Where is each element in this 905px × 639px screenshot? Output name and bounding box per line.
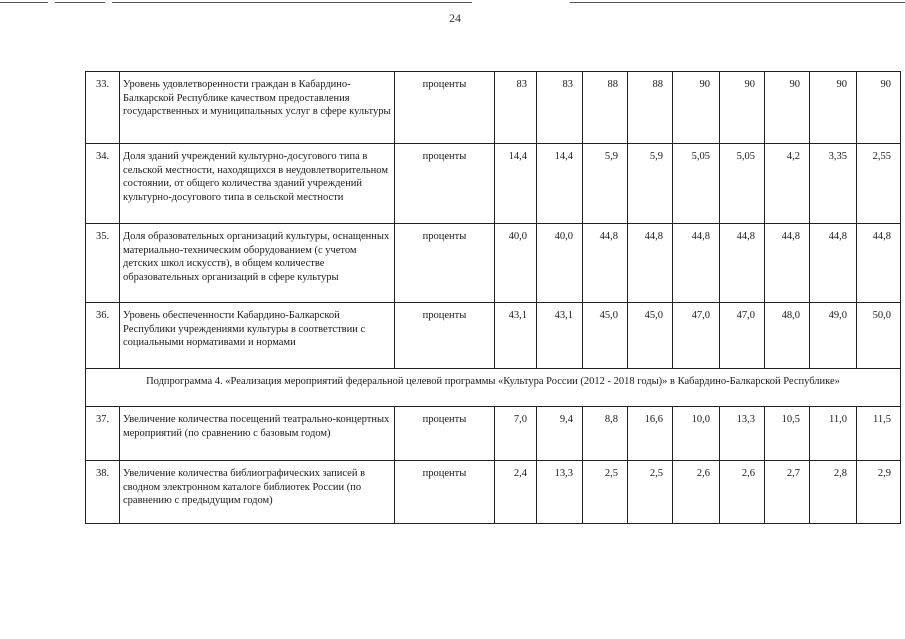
table-row (86, 407, 901, 461)
value-text: 5,9 (604, 151, 618, 162)
indicator-name: Уровень обеспеченности Кабардино-Балкарской Республики учреждениями культуры в соответствии с социальными нормативами и нормами (120, 303, 395, 369)
value-text: 40,0 (554, 231, 573, 242)
value-text: 88 (607, 79, 618, 90)
value-cell (673, 72, 720, 144)
value-cell (537, 303, 583, 369)
top-rule-left-2 (55, 2, 105, 3)
value-cell (810, 461, 857, 524)
indicator-name: Увеличение количества библиографических записей в сводном электронном каталоге библиотек России (по сравнению с предыдущим годом) (120, 461, 395, 524)
top-rule-left (0, 2, 48, 3)
value-cell (495, 461, 537, 524)
value-text: 9,4 (559, 414, 573, 425)
value-cell (537, 461, 583, 524)
value-text: 2,5 (649, 468, 663, 479)
value-cell (810, 303, 857, 369)
value-cell (765, 72, 810, 144)
indicator-name: Доля образовательных организаций культуры, оснащенных материально-техническим оборудованием (с учетом детских школ искусств), в общем количестве образовательных организаций в сфере культуры (120, 224, 395, 303)
value-text: 45,0 (599, 310, 618, 321)
value-text: 11,0 (829, 414, 847, 425)
value-text: 2,4 (513, 468, 527, 479)
value-text: 44,8 (644, 231, 663, 242)
value-text: 47,0 (736, 310, 755, 321)
row-number: 36. (86, 303, 120, 369)
value-cell (673, 224, 720, 303)
value-text: 44,8 (599, 231, 618, 242)
value-text: 49,0 (828, 310, 847, 321)
value-text: 8,8 (604, 414, 618, 425)
value-cell (720, 72, 765, 144)
value-text: 43,1 (508, 310, 527, 321)
value-cell (765, 303, 810, 369)
value-text: 44,8 (828, 231, 847, 242)
value-text: 2,55 (872, 151, 891, 162)
value-text: 90 (699, 79, 710, 90)
value-cell (673, 144, 720, 224)
unit-cell: проценты (395, 461, 495, 524)
value-cell (583, 407, 628, 461)
value-cell (583, 144, 628, 224)
value-text: 11,5 (873, 414, 891, 425)
value-cell (495, 144, 537, 224)
value-cell (810, 407, 857, 461)
indicator-name: Уровень удовлетворенности граждан в Кабардино-Балкарской Республике качеством предоставления государственных и муниципальных услуг в сфере культуры (120, 72, 395, 144)
value-text: 7,0 (513, 414, 527, 425)
value-text: 90 (789, 79, 800, 90)
value-text: 2,6 (696, 468, 710, 479)
value-text: 50,0 (872, 310, 891, 321)
value-cell (673, 407, 720, 461)
subprogram-title: Подпрограмма 4. «Реализация мероприятий федеральной целевой программы «Культура России (2012 - 2018 годы)» в Кабардино-Балкарской Республике» (86, 369, 901, 407)
value-cell (857, 303, 901, 369)
value-text: 90 (744, 79, 755, 90)
value-cell (628, 303, 673, 369)
value-cell (583, 72, 628, 144)
value-cell (857, 407, 901, 461)
page-number: 24 (449, 11, 461, 25)
value-cell (857, 144, 901, 224)
unit-cell: проценты (395, 303, 495, 369)
value-cell (720, 224, 765, 303)
value-text: 2,7 (786, 468, 800, 479)
value-cell (495, 72, 537, 144)
value-cell (583, 461, 628, 524)
row-number: 38. (86, 461, 120, 524)
table-row (86, 224, 901, 303)
value-cell (857, 461, 901, 524)
value-text: 44,8 (691, 231, 710, 242)
row-number: 37. (86, 407, 120, 461)
value-text: 4,2 (786, 151, 800, 162)
row-number: 35. (86, 224, 120, 303)
value-cell (857, 224, 901, 303)
indicator-name: Увеличение количества посещений театрально-концертных мероприятий (по сравнению с базовым годом) (120, 407, 395, 461)
value-text: 13,3 (736, 414, 755, 425)
value-cell (628, 144, 673, 224)
value-text: 5,05 (736, 151, 755, 162)
table-row (86, 461, 901, 524)
unit-cell: проценты (395, 224, 495, 303)
table-body-bottom (86, 407, 901, 524)
value-text: 47,0 (691, 310, 710, 321)
value-text: 2,9 (877, 468, 891, 479)
value-cell (537, 72, 583, 144)
value-text: 14,4 (554, 151, 573, 162)
value-cell (628, 407, 673, 461)
value-text: 16,6 (644, 414, 663, 425)
unit-cell: проценты (395, 72, 495, 144)
row-number: 34. (86, 144, 120, 224)
value-text: 2,6 (741, 468, 755, 479)
value-cell (765, 461, 810, 524)
table-row (86, 144, 901, 224)
indicator-name: Доля зданий учреждений культурно-досугового типа в сельской местности, находящихся в неудовлетворительном состоянии, от общего количества зданий учреждений культурно-досугового типа в сельской местности (120, 144, 395, 224)
top-rule-center (112, 2, 472, 3)
value-cell (673, 303, 720, 369)
value-text: 10,5 (781, 414, 800, 425)
subprogram-row (86, 369, 901, 407)
value-cell (720, 303, 765, 369)
value-cell (537, 407, 583, 461)
value-cell (673, 461, 720, 524)
value-text: 2,5 (604, 468, 618, 479)
table-body-subprogram (86, 369, 901, 407)
table-body-top (86, 72, 901, 369)
value-text: 44,8 (736, 231, 755, 242)
value-cell (628, 461, 673, 524)
value-cell (720, 407, 765, 461)
value-text: 10,0 (691, 414, 710, 425)
value-text: 2,8 (833, 468, 847, 479)
value-text: 90 (880, 79, 891, 90)
value-cell (765, 224, 810, 303)
value-cell (765, 407, 810, 461)
value-text: 45,0 (644, 310, 663, 321)
value-cell (720, 461, 765, 524)
value-cell (765, 144, 810, 224)
value-cell (810, 144, 857, 224)
unit-cell: проценты (395, 407, 495, 461)
value-text: 43,1 (554, 310, 573, 321)
value-cell (810, 72, 857, 144)
value-text: 5,05 (691, 151, 710, 162)
unit-cell: проценты (395, 144, 495, 224)
value-cell (583, 224, 628, 303)
value-text: 44,8 (872, 231, 891, 242)
value-text: 44,8 (781, 231, 800, 242)
value-cell (537, 224, 583, 303)
value-text: 5,9 (649, 151, 663, 162)
value-text: 83 (562, 79, 573, 90)
value-cell (495, 303, 537, 369)
value-cell (810, 224, 857, 303)
value-text: 90 (836, 79, 847, 90)
indicators-table (85, 71, 901, 524)
value-cell (628, 224, 673, 303)
value-cell (628, 72, 673, 144)
value-text: 48,0 (781, 310, 800, 321)
value-text: 88 (652, 79, 663, 90)
value-text: 3,35 (828, 151, 847, 162)
row-number: 33. (86, 72, 120, 144)
value-cell (495, 224, 537, 303)
value-cell (495, 407, 537, 461)
value-cell (537, 144, 583, 224)
value-text: 14,4 (508, 151, 527, 162)
value-cell (583, 303, 628, 369)
table-row (86, 303, 901, 369)
value-text: 40,0 (508, 231, 527, 242)
value-cell (720, 144, 765, 224)
value-text: 13,3 (554, 468, 573, 479)
top-rule-right (570, 2, 905, 3)
table-row (86, 72, 901, 144)
value-text: 83 (516, 79, 527, 90)
value-cell (857, 72, 901, 144)
